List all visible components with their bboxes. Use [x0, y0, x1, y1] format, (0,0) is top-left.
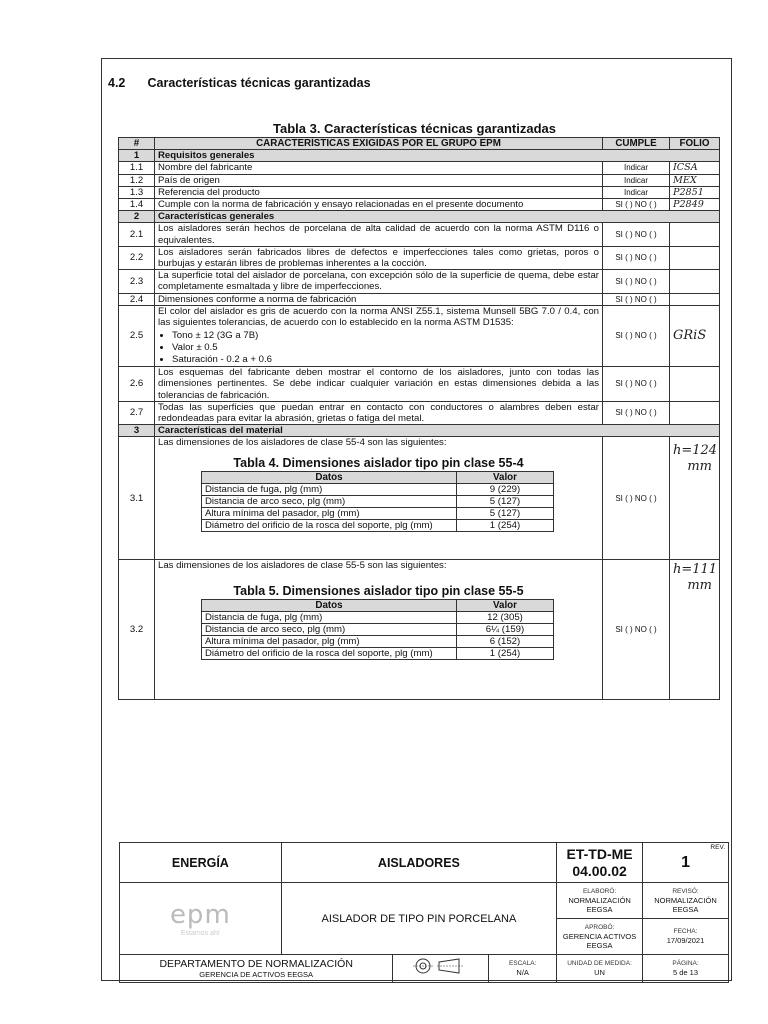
row-text: Los aisladores serán fabricados libres de defectos e imperfecciones tales como grietas, poros o burbujas y estarán libres de problemas inherentes a la cocción. [155, 246, 603, 269]
fecha-cell [643, 919, 729, 955]
row-number: 3 [119, 425, 155, 437]
epm-logo: epm [169, 900, 231, 930]
reviso-cell [643, 883, 729, 919]
cumple-cell [603, 305, 670, 366]
si-no-checkbox: SI ( ) NO ( ) [615, 408, 657, 418]
row-text [155, 305, 603, 366]
col-header-valor: Valor [457, 471, 554, 483]
cell-datos: Distancia de arco seco, plg (mm) [202, 495, 457, 507]
folio-handwritten: ICSA [670, 162, 720, 174]
footer-code [557, 843, 643, 883]
cell-datos: Diámetro del orificio de la rosca del soporte, plg (mm) [202, 647, 457, 659]
table-row [119, 305, 720, 366]
document-footer [119, 842, 729, 983]
list-item: • Tono ± 12 (3G a 7B) [172, 330, 599, 342]
fecha-label: FECHA: [673, 928, 698, 935]
cumple-cell [603, 437, 670, 560]
pagina-cell [643, 955, 729, 983]
aprobo-value: GERENCIA ACTIVOS EEGSA [562, 931, 637, 950]
row-number: 1.1 [119, 162, 155, 174]
section-title: Características generales [155, 211, 720, 223]
folio-handwritten: MEX [670, 174, 720, 186]
footer-logo [120, 883, 282, 955]
table-row [202, 623, 554, 635]
col-header-datos: Datos [202, 471, 457, 483]
table-row [202, 635, 554, 647]
row-number: 3.2 [119, 560, 155, 700]
table3-header-row [119, 138, 720, 150]
si-no-checkbox: SI ( ) NO ( ) [615, 379, 657, 389]
table5-caption: Tabla 5. Dimensiones aislador tipo pin clase 55-5 [233, 583, 524, 598]
reviso-label: REVISÓ: [672, 887, 699, 895]
table-row [119, 246, 720, 269]
aprobo-label: APROBÓ: [584, 923, 615, 931]
cumple-cell: Indicar [603, 186, 670, 198]
row-number: 3.1 [119, 437, 155, 560]
table-row [119, 270, 720, 293]
folio-handwritten: GRiS [670, 305, 720, 366]
cell-valor: 6¼ (159) [457, 623, 554, 635]
projection-symbol-icon [393, 955, 489, 983]
unidad-label: UNIDAD DE MEDIDA: [567, 960, 632, 967]
pagina-label: PÁGINA: [672, 960, 699, 967]
cell-valor: 12 (305) [457, 611, 554, 623]
row-number: 2.7 [119, 401, 155, 424]
cell-valor: 1 (254) [457, 647, 554, 659]
folio-handwritten: P2851 [670, 186, 720, 198]
col-header-valor: Valor [457, 599, 554, 611]
section-title: Características técnicas garantizadas [147, 76, 371, 90]
table5 [201, 599, 554, 660]
cumple-cell [603, 560, 670, 700]
table-row [202, 611, 554, 623]
col-header-cumple: CUMPLE [603, 138, 670, 150]
row-number: 1 [119, 150, 155, 162]
si-no-checkbox: SI ( ) NO ( ) [615, 230, 657, 240]
row-number: 2.4 [119, 293, 155, 305]
cell-datos: Altura mínima del pasador, plg (mm) [202, 507, 457, 519]
department-name: DEPARTAMENTO DE NORMALIZACIÓN [159, 958, 353, 970]
cell-datos: Diámetro del orificio de la rosca del soporte, plg (mm) [202, 519, 457, 531]
tolerance-list [158, 330, 599, 366]
row-text: Todas las superficies que puedan entrar en contacto con conductores o alambres deben estar redondeadas para evitar la abrasión, grietas o fatiga del metal. [155, 401, 603, 424]
cumple-cell: Indicar [603, 162, 670, 174]
row-text: La superficie total del aislador de porcelana, con excepción sólo de la superficie de quema, debe estar completamente esmaltada y libre de imperfecciones. [155, 270, 603, 293]
table-row [119, 401, 720, 424]
logo-tagline: Estamos ahí [180, 930, 220, 937]
si-no-checkbox: SI ( ) NO ( ) [615, 253, 657, 263]
table-row [119, 293, 720, 305]
row-text: Referencia del producto [155, 186, 603, 198]
gerencia-name: GERENCIA DE ACTIVOS EEGSA [199, 970, 314, 979]
cumple-cell [603, 401, 670, 424]
si-no-checkbox: SI ( ) NO ( ) [615, 331, 657, 341]
section-row-3 [119, 425, 720, 437]
rev-label: REV. [710, 844, 725, 851]
footer-department [120, 955, 393, 983]
cumple-cell: SI ( ) NO ( ) [603, 199, 670, 211]
row-number: 2.2 [119, 246, 155, 269]
row-text: Nombre del fabricante [155, 162, 603, 174]
escala-label: ESCALA: [508, 960, 537, 967]
elaboro-cell [557, 883, 643, 919]
row-number: 2 [119, 211, 155, 223]
row-number: 1.2 [119, 174, 155, 186]
col-header-datos: Datos [202, 599, 457, 611]
cell-datos: Distancia de arco seco, plg (mm) [202, 623, 457, 635]
row-text: País de origen [155, 174, 603, 186]
row-number: 2.1 [119, 223, 155, 246]
section-row-1 [119, 150, 720, 162]
table-row [202, 507, 554, 519]
table4 [201, 471, 554, 532]
row-text [155, 560, 603, 700]
folio-cell [670, 367, 720, 402]
elaboro-value: NORMALIZACIÓN EEGSA [568, 895, 631, 914]
cell-datos: Distancia de fuga, plg (mm) [202, 483, 457, 495]
table-row [119, 162, 720, 174]
aprobo-cell [557, 919, 643, 955]
row-text: Los aisladores serán hechos de porcelana de alta calidad de acuerdo con la norma ASTM D116 o equivalentes. [155, 223, 603, 246]
cell-valor: 5 (127) [457, 507, 554, 519]
table4-caption: Tabla 4. Dimensiones aislador tipo pin clase 55-4 [233, 455, 524, 470]
row-text-intro: Las dimensiones de los aisladores de clase 55-5 son las siguientes: [158, 560, 447, 572]
row-number: 2.6 [119, 367, 155, 402]
si-no-checkbox: SI ( ) NO ( ) [615, 493, 657, 503]
table3 [118, 137, 720, 700]
unidad-value: UN [594, 968, 605, 977]
cell-valor: 1 (254) [457, 519, 554, 531]
footer-aisladores: AISLADORES [281, 843, 556, 883]
elaboro-label: ELABORÓ: [582, 887, 617, 895]
folio-unit: mm [687, 459, 712, 475]
table-row [119, 174, 720, 186]
row-text-body: El color del aislador es gris de acuerdo con la norma ANSI Z55.1, sistema Munsell 5BG 7.0 / 0.4, con las siguientes tolerancias, de acuerdo con lo establecido en la norma ASTM D1535: [158, 305, 599, 329]
cumple-cell [603, 270, 670, 293]
table-row [119, 437, 720, 560]
folio-handwritten: P2849 [670, 199, 720, 211]
cell-valor: 6 (152) [457, 635, 554, 647]
cumple-cell [603, 223, 670, 246]
folio-height: h=124 [673, 443, 718, 459]
row-text-intro: Las dimensiones de los aisladores de clase 55-4 son las siguientes: [158, 437, 447, 449]
folio-handwritten [670, 560, 720, 700]
table-row [119, 223, 720, 246]
row-text [155, 437, 603, 560]
folio-height: h=111 [673, 562, 718, 578]
table-row [202, 647, 554, 659]
cumple-cell [603, 367, 670, 402]
fecha-value: 17/09/2021 [666, 936, 705, 945]
table-row [202, 495, 554, 507]
footer-energia: ENERGÍA [120, 843, 282, 883]
row-text: Dimensiones conforme a norma de fabricación [155, 293, 603, 305]
pagina-value: 5 de 13 [673, 968, 699, 977]
table-row [119, 186, 720, 198]
cell-datos: Distancia de fuga, plg (mm) [202, 611, 457, 623]
folio-cell [670, 246, 720, 269]
row-number: 1.4 [119, 199, 155, 211]
section-heading [108, 76, 371, 90]
folio-cell [670, 293, 720, 305]
folio-cell [670, 401, 720, 424]
row-number: 1.3 [119, 186, 155, 198]
footer-revision [643, 843, 729, 883]
si-no-checkbox: SI ( ) NO ( ) [615, 276, 657, 286]
cell-valor: 5 (127) [457, 495, 554, 507]
doc-code: ET-TD-ME [566, 845, 633, 862]
folio-cell [670, 270, 720, 293]
cumple-cell [603, 246, 670, 269]
section-number: 4.2 [108, 76, 126, 90]
cell-valor: 9 (229) [457, 483, 554, 495]
doc-code-number: 04.00.02 [572, 862, 627, 879]
section-title: Características del material [155, 425, 720, 437]
table-row [119, 199, 720, 211]
cell-datos: Altura mínima del pasador, plg (mm) [202, 635, 457, 647]
row-text: Los esquemas del fabricante deben mostrar el contorno de los aisladores, junto con todas las dimensiones pertinentes. Se debe indicar cualquier variación en estas dimensiones debida a las tolerancias de fabricación. [155, 367, 603, 402]
folio-cell [670, 223, 720, 246]
row-text: Cumple con la norma de fabricación y ensayo relacionadas en el presente documento [155, 199, 603, 211]
section-row-2 [119, 211, 720, 223]
table-row [119, 367, 720, 402]
col-header-num: # [119, 138, 155, 150]
table-row [202, 519, 554, 531]
list-item: • Saturación - 0.2 a + 0.6 [172, 354, 599, 366]
table3-caption: Tabla 3. Características técnicas garantizadas [272, 121, 556, 136]
col-header-folio: FOLIO [670, 138, 720, 150]
table-row [119, 560, 720, 700]
unidad-cell [557, 955, 643, 983]
col-header-caracteristicas: CARACTERÍSTICAS EXIGIDAS POR EL GRUPO EPM [155, 138, 603, 150]
reviso-value: NORMALIZACIÓN EEGSA [654, 895, 717, 914]
escala-cell [489, 955, 557, 983]
list-item: • Valor ± 0.5 [172, 342, 599, 354]
escala-value: N/A [516, 968, 529, 977]
rev-number: 1 [681, 853, 690, 871]
si-no-checkbox: SI ( ) NO ( ) [615, 294, 657, 304]
section-title: Requisitos generales [155, 150, 720, 162]
cumple-cell [603, 293, 670, 305]
si-no-checkbox: SI ( ) NO ( ) [615, 625, 657, 635]
table-row [202, 483, 554, 495]
row-number: 2.3 [119, 270, 155, 293]
doc-title: AISLADOR DE TIPO PIN PORCELANA [281, 883, 556, 955]
cumple-cell: Indicar [603, 174, 670, 186]
folio-unit: mm [687, 578, 712, 594]
row-number: 2.5 [119, 305, 155, 366]
folio-handwritten [670, 437, 720, 560]
